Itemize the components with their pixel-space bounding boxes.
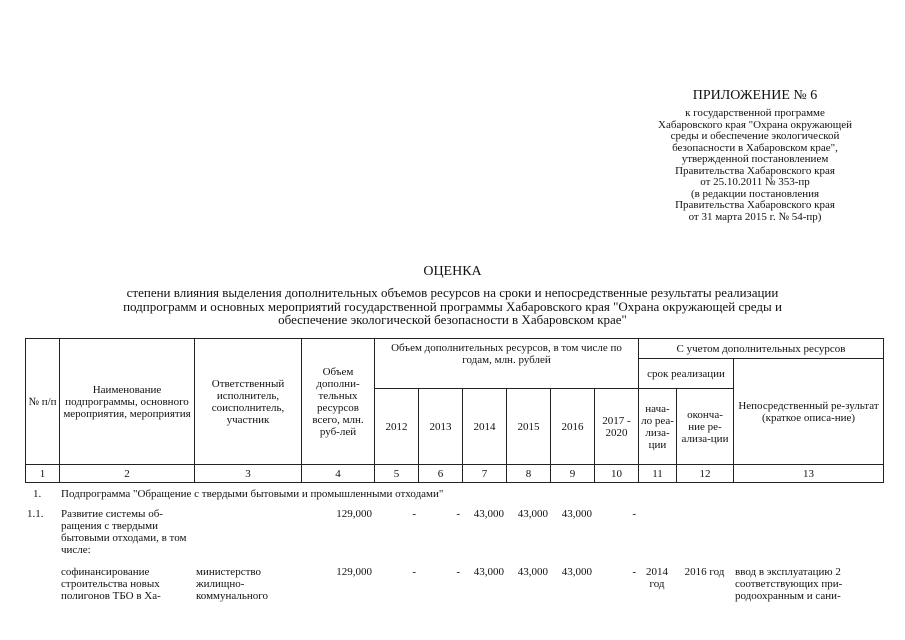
row-executor bbox=[194, 508, 301, 566]
header-term: срок реализации bbox=[639, 359, 734, 389]
column-number: 1 bbox=[26, 465, 60, 483]
section-row bbox=[25, 488, 883, 508]
header-executor: Ответственный исполнитель, соисполнитель, участник bbox=[195, 339, 302, 465]
row-result: ввод в эксплуатацию 2 соответствующих при-родоохранным и сани- bbox=[735, 566, 843, 602]
row-year-2013: - bbox=[456, 508, 460, 520]
document-title bbox=[40, 264, 865, 327]
row-number: 1.1. bbox=[27, 508, 44, 520]
row-year-2014: 43,000 bbox=[473, 508, 504, 520]
row-executor: министерство жилищно-коммунального bbox=[196, 566, 268, 602]
row-year-2013: - bbox=[456, 566, 460, 578]
row-name: софинансирование строительства новых полигонов ТБО в Ха- bbox=[61, 566, 161, 602]
appendix-line: безопасности в Хабаровском крае", bbox=[672, 141, 838, 154]
header-year: 2014 bbox=[463, 389, 507, 465]
row-total: 129,000 bbox=[336, 508, 372, 520]
header-volume: Объем дополни-тельных ресурсов всего, млн. руб-лей bbox=[302, 339, 375, 465]
appendix-line: среды и обеспечение экологической bbox=[670, 130, 840, 142]
row-name: Развитие системы об-ращения с твердыми бытовыми отходами, в том числе: bbox=[61, 508, 187, 556]
column-number: 12 bbox=[677, 465, 734, 483]
section-number: 1. bbox=[33, 488, 42, 500]
column-number: 6 bbox=[419, 465, 463, 483]
appendix-heading: ПРИЛОЖЕНИЕ № 6 bbox=[692, 88, 818, 103]
appendix-line: Хабаровского края "Охрана окружающей bbox=[658, 118, 852, 131]
header-end: оконча-ние ре-ализа-ции bbox=[677, 389, 734, 465]
column-number: 7 bbox=[463, 465, 507, 483]
row-start: 2014 год bbox=[646, 566, 668, 590]
row-year-2016: 43,000 bbox=[561, 566, 592, 578]
appendix-line: от 31 марта 2015 г. № 54-пр) bbox=[688, 210, 822, 223]
title-subline: обеспечение экологической безопасности в Хабаровском крае" bbox=[278, 312, 627, 327]
column-number: 11 bbox=[639, 465, 677, 483]
column-number: 4 bbox=[302, 465, 375, 483]
row-end bbox=[676, 508, 733, 566]
column-number: 8 bbox=[507, 465, 551, 483]
row-total: 129,000 bbox=[336, 566, 372, 578]
row-start bbox=[638, 508, 676, 566]
appendix-line: к государственной программе bbox=[685, 107, 825, 119]
header-num: № п/п bbox=[26, 339, 60, 465]
row-year-2015: 43,000 bbox=[517, 566, 548, 578]
table-row bbox=[25, 508, 883, 566]
assessment-table-header bbox=[25, 338, 884, 483]
header-by-year: Объем дополнительных ресурсов, в том числе по годам, млн. рублей bbox=[375, 339, 639, 389]
row-year-2016: 43,000 bbox=[561, 508, 592, 520]
row-year-2014: 43,000 bbox=[473, 566, 504, 578]
row-number bbox=[25, 566, 59, 606]
table-row bbox=[25, 566, 883, 606]
column-number: 10 bbox=[595, 465, 639, 483]
title-subline: подпрограмм и основных мероприятий государственной программы Хабаровского края "Охрана окружающей среды и bbox=[123, 298, 782, 314]
header-year: 2017 - 2020 bbox=[595, 389, 639, 465]
row-year-2012: - bbox=[412, 508, 416, 520]
header-year: 2016 bbox=[551, 389, 595, 465]
appendix-line: Правительства Хабаровского края bbox=[675, 164, 835, 177]
appendix-line: от 25.10.2011 № 353-пр bbox=[700, 176, 810, 188]
header-with-resources: С учетом дополнительных ресурсов bbox=[639, 339, 884, 359]
appendix-line: (в редакции постановления bbox=[690, 187, 820, 200]
column-number: 2 bbox=[60, 465, 195, 483]
header-year: 2015 bbox=[507, 389, 551, 465]
row-result bbox=[733, 508, 883, 566]
header-result: Непосредственный ре-зультат (краткое описа-ние) bbox=[734, 359, 884, 465]
title-heading: ОЦЕНКА bbox=[423, 264, 482, 279]
title-subline: степени влияния выделения дополнительных объемов ресурсов на сроки и непосредственные результаты реализации bbox=[126, 285, 779, 300]
assessment-table-body bbox=[25, 488, 883, 606]
section-title: Подпрограмма "Обращение с твердыми бытовыми и промышленными отходами" bbox=[61, 488, 444, 500]
row-year-2017-2020: - bbox=[632, 508, 636, 520]
header-year: 2013 bbox=[419, 389, 463, 465]
row-year-2017-2020: - bbox=[632, 566, 636, 578]
column-number: 5 bbox=[375, 465, 419, 483]
row-year-2015: 43,000 bbox=[517, 508, 548, 520]
header-start: нача-ло реа-лиза-ции bbox=[639, 389, 677, 465]
column-number: 9 bbox=[551, 465, 595, 483]
column-number: 13 bbox=[734, 465, 884, 483]
row-end: 2016 год bbox=[684, 566, 725, 578]
appendix-line: Правительства Хабаровского края bbox=[675, 199, 835, 211]
row-year-2012: - bbox=[412, 566, 416, 578]
appendix-block bbox=[610, 88, 900, 223]
header-year: 2012 bbox=[375, 389, 419, 465]
header-name: Наименование подпрограммы, основного мероприятия, мероприятия bbox=[60, 339, 195, 465]
column-number: 3 bbox=[195, 465, 302, 483]
appendix-line: утвержденной постановлением bbox=[681, 153, 829, 165]
